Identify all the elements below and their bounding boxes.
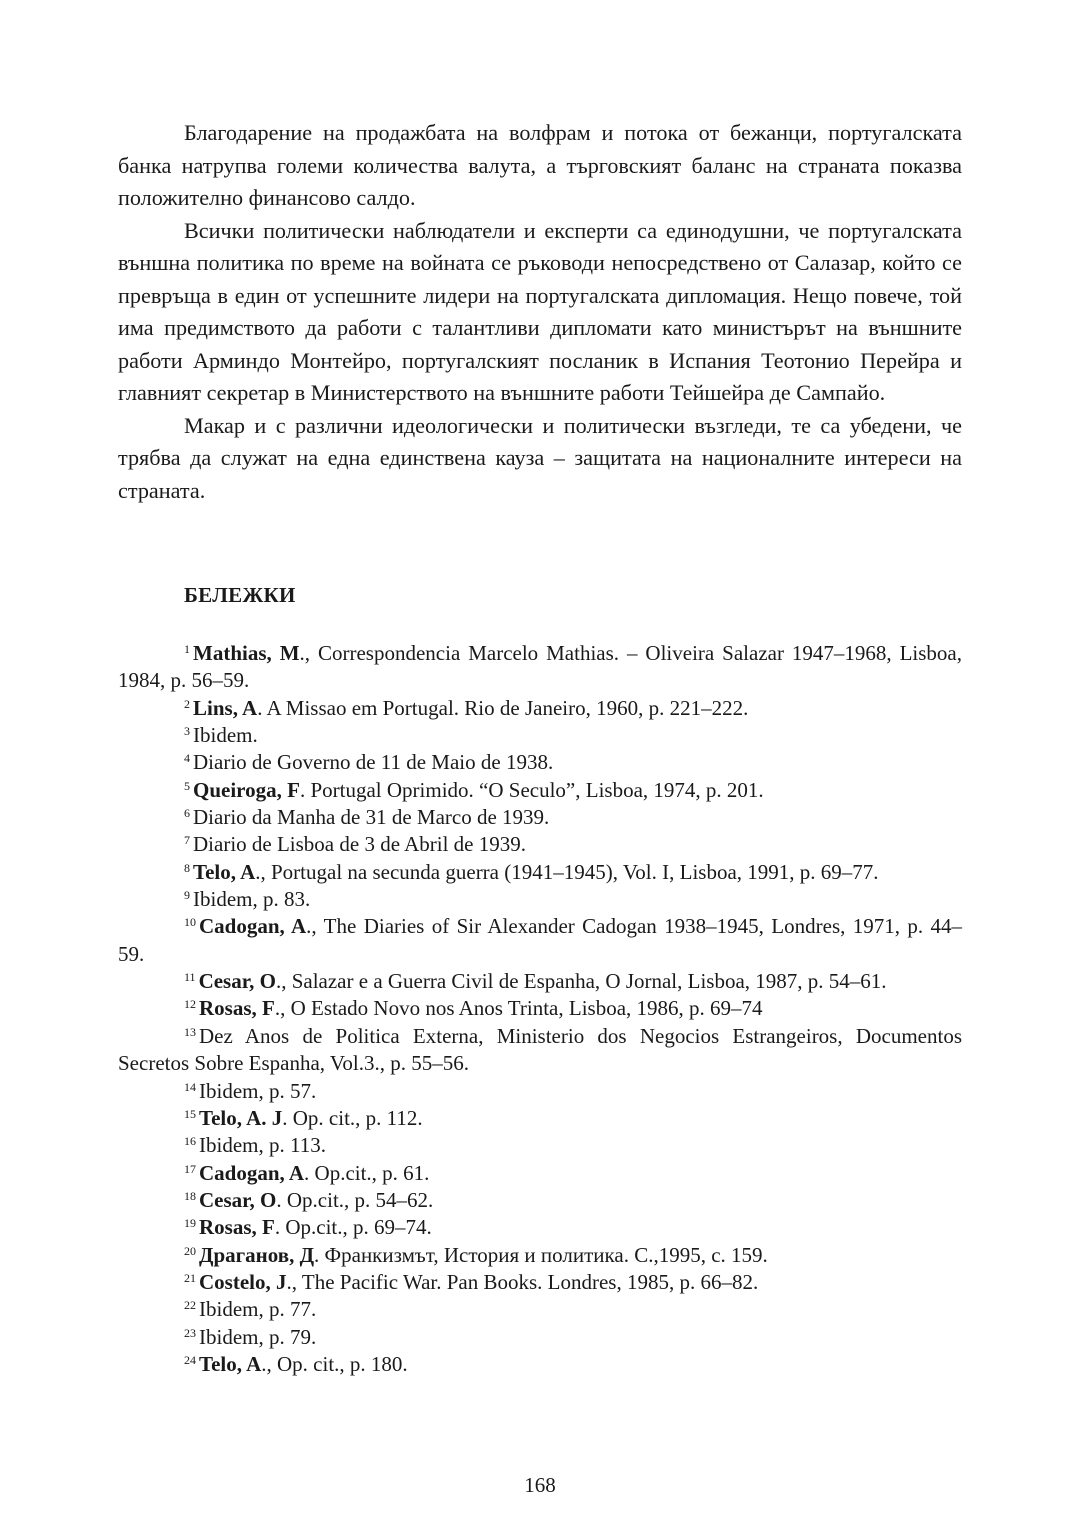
note-item bbox=[118, 968, 962, 995]
note-author: Queiroga, F bbox=[193, 777, 300, 802]
note-text: Ibidem. bbox=[193, 723, 258, 748]
note-text: . Op. cit., p. 112. bbox=[282, 1105, 423, 1130]
note-number: 21 bbox=[184, 1270, 196, 1285]
note-text: . Франкизмът, История и политика. С.,1995, с. 159. bbox=[314, 1242, 768, 1267]
note-item bbox=[118, 1132, 962, 1159]
note-item bbox=[118, 640, 962, 695]
note-number: 15 bbox=[184, 1106, 196, 1121]
note-item bbox=[118, 777, 962, 804]
note-item bbox=[118, 913, 962, 968]
note-item bbox=[118, 995, 962, 1022]
note-number: 5 bbox=[184, 778, 190, 793]
note-number: 20 bbox=[184, 1243, 196, 1258]
note-item bbox=[118, 1242, 962, 1269]
note-item bbox=[118, 831, 962, 858]
paragraph-2: Всички политически наблюдатели и експерти са единодушни, че португалската външна политика по време на войната се ръководи непосредствено от Салазар, който се превръща в един от успешните лидери на португалската дипломация. Нещо повече, той има предимството да работи с талантливи дипломати като министърът на външните работи Арминдо Монтейро, португалският посланик в Испания Теотонио Перейра и главният секретар в Министерството на външните работи Тейшейра де Сампайо. bbox=[118, 217, 962, 405]
note-item bbox=[118, 1078, 962, 1105]
note-text: . A Missao em Portugal. Rio de Janeiro, 1960, p. 221–222. bbox=[257, 695, 749, 720]
note-number: 14 bbox=[184, 1079, 196, 1094]
note-number: 23 bbox=[184, 1325, 196, 1340]
note-number: 12 bbox=[184, 997, 196, 1012]
page-number: 168 bbox=[524, 1473, 556, 1497]
note-text: ., Op. cit., p. 180. bbox=[261, 1351, 408, 1376]
notes-list bbox=[118, 640, 962, 1378]
note-item bbox=[118, 1214, 962, 1241]
note-item bbox=[118, 886, 962, 913]
note-text: Diario de Governo de 11 de Maio de 1938. bbox=[193, 750, 554, 775]
note-text: ., O Estado Novo nos Anos Trinta, Lisboa, 1986, p. 69–74 bbox=[274, 996, 763, 1021]
note-number: 1 bbox=[184, 642, 190, 656]
note-item bbox=[118, 695, 962, 722]
note-item bbox=[118, 1296, 962, 1323]
note-text: Ibidem, p. 113. bbox=[199, 1133, 326, 1158]
note-text: ., The Diaries of Sir Alexander Cadogan 1938–1945, Londres, 1971, p. 44–59. bbox=[118, 914, 963, 966]
note-text: Dez Anos de Politica Externa, Ministerio dos Negocios Estrangeiros, Documentos Secretos Sobre Espanha, Vol.3., p. 55–56. bbox=[118, 1023, 962, 1076]
note-text: Ibidem, p. 79. bbox=[199, 1324, 317, 1349]
note-number: 11 bbox=[184, 970, 196, 985]
note-item bbox=[118, 722, 962, 749]
note-number: 17 bbox=[184, 1161, 196, 1176]
paragraph-1: Благодарение на продажбата на волфрам и потока от бежанци, португалската банка натрупва големи количества валута, а търговският баланс на страната показва положително финансово салдо. bbox=[118, 120, 962, 210]
note-author: Cadogan, A bbox=[199, 1160, 305, 1185]
note-text: . Portugal Oprimido. “O Seculo”, Lisboa, 1974, p. 201. bbox=[299, 777, 764, 802]
note-text: ., Salazar e a Guerra Civil de Espanha, O Jornal, Lisboa, 1987, p. 54–61. bbox=[275, 969, 887, 994]
notes-heading: БЕЛЕЖКИ bbox=[184, 583, 296, 607]
note-item bbox=[118, 859, 962, 886]
note-text: ., Correspondencia Marcelo Mathias. – Oliveira Salazar 1947–1968, Lisboa, 1984, p. 56–59. bbox=[118, 641, 963, 693]
note-author: Rosas, F bbox=[199, 996, 275, 1021]
note-item bbox=[118, 1351, 962, 1378]
note-number: 2 bbox=[184, 696, 190, 711]
note-author: Драганов, Д bbox=[199, 1242, 315, 1267]
note-number: 4 bbox=[184, 751, 190, 766]
note-author: Telo, A. J bbox=[199, 1105, 283, 1130]
note-text: ., Portugal na secunda guerra (1941–1945), Vol. I, Lisboa, 1991, p. 69–77. bbox=[255, 859, 879, 884]
note-text: Diario da Manha de 31 de Marco de 1939. bbox=[193, 805, 550, 830]
note-text: Diario de Lisboa de 3 de Abril de 1939. bbox=[193, 832, 527, 857]
note-number: 8 bbox=[184, 860, 190, 875]
note-number: 19 bbox=[184, 1216, 196, 1231]
note-author: Rosas, F bbox=[199, 1215, 275, 1240]
note-text: Ibidem, p. 83. bbox=[193, 887, 311, 912]
note-text: . Op.cit., p. 69–74. bbox=[274, 1215, 432, 1240]
note-number: 22 bbox=[184, 1298, 196, 1313]
note-text: Ibidem, p. 77. bbox=[199, 1297, 317, 1322]
note-number: 3 bbox=[184, 724, 190, 739]
note-number: 18 bbox=[184, 1188, 196, 1203]
note-item bbox=[118, 804, 962, 831]
note-item bbox=[118, 1023, 962, 1078]
note-author: Mathias, M bbox=[193, 641, 300, 665]
note-number: 10 bbox=[184, 915, 196, 930]
note-text: ., The Pacific War. Pan Books. Londres, 1985, p. 66–82. bbox=[286, 1269, 759, 1294]
note-item bbox=[118, 1105, 962, 1132]
paragraph-3: Макар и с различни идеологически и политически възгледи, те са убедени, че трябва да служат на една единствена кауза – защитата на националните интереси на страната. bbox=[118, 412, 962, 503]
note-number: 13 bbox=[184, 1024, 196, 1039]
note-number: 7 bbox=[184, 833, 190, 848]
note-item bbox=[118, 1160, 962, 1187]
note-number: 6 bbox=[184, 806, 190, 821]
note-author: Cadogan, A bbox=[199, 914, 307, 939]
note-number: 16 bbox=[184, 1134, 196, 1149]
note-number: 9 bbox=[184, 888, 190, 903]
note-item bbox=[118, 1187, 962, 1214]
note-item bbox=[118, 749, 962, 776]
note-item bbox=[118, 1324, 962, 1351]
note-number: 24 bbox=[184, 1352, 196, 1367]
note-author: Cesar, O bbox=[199, 1187, 277, 1212]
note-author: Telo, A bbox=[193, 859, 256, 884]
note-author: Costelo, J bbox=[199, 1269, 287, 1294]
note-text: . Op.cit., p. 61. bbox=[304, 1160, 430, 1185]
note-author: Cesar, O bbox=[198, 969, 276, 994]
note-item bbox=[118, 1269, 962, 1296]
body-text bbox=[118, 117, 962, 507]
note-author: Lins, A bbox=[193, 695, 258, 720]
note-author: Telo, A bbox=[199, 1351, 262, 1376]
note-text: . Op.cit., p. 54–62. bbox=[276, 1187, 434, 1212]
note-text: Ibidem, p. 57. bbox=[199, 1078, 317, 1103]
